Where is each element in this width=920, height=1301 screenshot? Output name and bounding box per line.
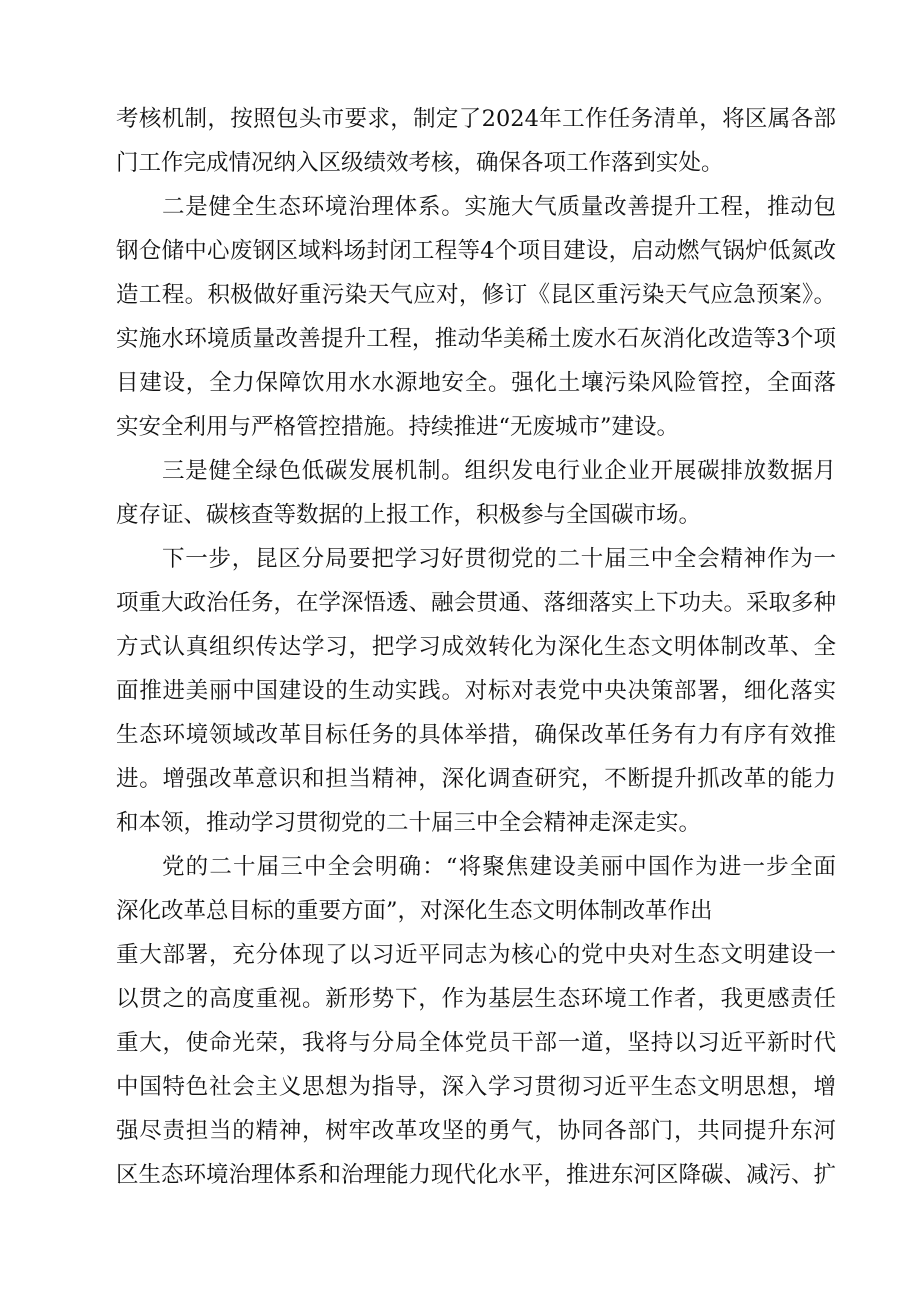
paragraph-start-line-3: 二是健全生态环境治理体系。实施大气质量改善提升工程，推动包 <box>162 194 836 220</box>
text-line-24: 强尽责担当的精神，树牢改革攻坚的勇气，协同各部门，共同提升东河 <box>116 1118 836 1144</box>
text-line-23: 中国特色社会主义思想为指导，深入学习贯彻习近平生态文明思想，增 <box>116 1074 836 1100</box>
text-line-8: 实安全利用与严格管控措施。持续推进“无废城市”建设。 <box>116 414 680 440</box>
text-line-13: 方式认真组织传达学习，把学习成效转化为深化生态文明体制改革、全 <box>116 634 836 660</box>
text-line-5: 造工程。积极做好重污染天气应对，修订《昆区重污染天气应急预案》。 <box>116 282 836 308</box>
paragraph-start-line-18: 党的二十届三中全会明确：“将聚焦建设美丽中国作为进一步全面 <box>162 854 836 880</box>
text-line-4: 钢仓储中心废钢区域料场封闭工程等4个项目建设，启动燃气锅炉低氮改 <box>116 238 836 264</box>
paragraph-start-line-11: 下一步，昆区分局要把学习好贯彻党的二十届三中全会精神作为一 <box>162 546 836 572</box>
text-line-16: 进。增强改革意识和担当精神，深化调查研究，不断提升抓改革的能力 <box>116 766 836 792</box>
paragraph-start-line-9: 三是健全绿色低碳发展机制。组织发电行业企业开展碳排放数据月 <box>162 458 836 484</box>
text-line-10: 度存证、碳核查等数据的上报工作，积极参与全国碳市场。 <box>116 502 702 528</box>
text-line-1: 考核机制，按照包头市要求，制定了2024年工作任务清单，将区属各部 <box>116 106 836 132</box>
text-line-19: 深化改革总目标的重要方面”，对深化生态文明体制改革作出 <box>116 898 713 924</box>
text-line-21: 以贯之的高度重视。新形势下，作为基层生态环境工作者，我更感责任 <box>116 986 836 1012</box>
text-line-25: 区生态环境治理体系和治理能力现代化水平，推进东河区降碳、减污、扩 <box>116 1162 837 1188</box>
text-line-15: 生态环境领域改革目标任务的具体举措，确保改革任务有力有序有效推 <box>116 722 836 748</box>
text-line-6: 实施水环境质量改善提升工程，推动华美稀土废水石灰消化改造等3个项 <box>116 326 836 352</box>
text-line-7: 目建设，全力保障饮用水水源地安全。强化土壤污染风险管控，全面落 <box>116 370 836 396</box>
text-line-12: 项重大政治任务，在学深悟透、融会贯通、落细落实上下功夫。采取多种 <box>116 590 837 616</box>
text-line-14: 面推进美丽中国建设的生动实践。对标对表党中央决策部署，细化落实 <box>116 678 836 704</box>
text-line-2: 门工作完成情况纳入区级绩效考核，确保各项工作落到实处。 <box>116 150 724 176</box>
text-line-20: 重大部署，充分体现了以习近平同志为核心的党中央对生态文明建设一 <box>116 942 836 968</box>
text-line-17: 和本领，推动学习贯彻党的二十届三中全会精神走深走实。 <box>116 810 702 836</box>
text-line-22: 重大，使命光荣，我将与分局全体党员干部一道，坚持以习近平新时代 <box>116 1030 836 1056</box>
